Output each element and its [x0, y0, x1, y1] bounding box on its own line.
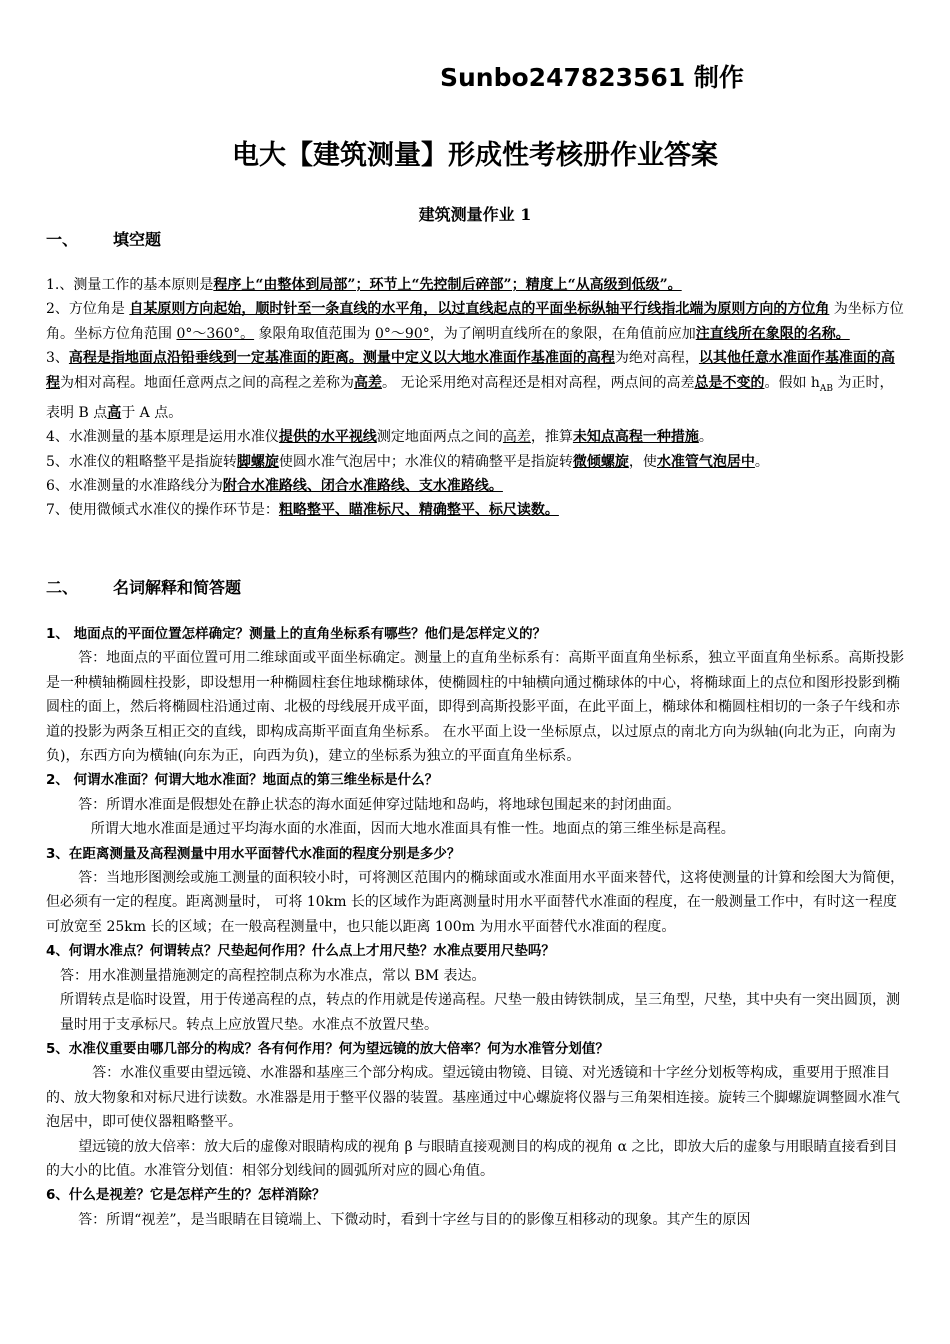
question-3: 3、在距离测量及高程测量中用水平面替代水准面的程度分别是多少？ [46, 845, 461, 862]
answer-4b: 所谓转点是临时设置，用于传递高程的点，转点的作用就是传递高程。尺垫一般由铸铁制成，呈三角型，尺垫，其中央有一突出圆顶，测量时用于支承标尺。转点上应放置尺垫。水准点不放置尺垫。 [60, 992, 900, 1033]
answer-5b: 望远镜的放大倍率：放大后的虚像对眼睛构成的视角 β 与眼睛直接观测目的构成的视角 α 之比，即放大后的虚象与用眼睛直接看到目的大小的比值。水准管分划值：相邻分划线间的圆弧所对应的圆心角值。 [46, 1138, 898, 1179]
answer-4a: 答：用水准测量措施测定的高程控制点称为水准点，常以 BM 表达。 [60, 967, 486, 984]
maker-note: Sunbo247823561 制作 [440, 63, 744, 92]
fill-item-5: 5、水准仪的粗略整平是指旋转脚螺旋使圆水准气泡居中；水准仪的精确整平是指旋转微倾螺旋，使水准管气泡居中。 [46, 453, 769, 470]
fill-item-6: 6、水准测量的水准路线分为附合水准路线、闭合水准路线、支水准路线。 [46, 478, 503, 495]
answer-2a: 答：所谓水准面是假想处在静止状态的海水面延伸穿过陆地和岛屿，将地球包围起来的封闭曲面。 [78, 796, 681, 813]
fill-in-answers [46, 273, 906, 523]
question-5: 5、水准仪重要由哪几部分的构成？各有何作用？何为望远镜的放大倍率？何为水准管分划值？ [46, 1040, 609, 1057]
fill-item-3: 3、高程是指地面点沿铅垂线到一定基准面的距离。测量中定义以大地水准面作基准面的高程为绝对高程，以其他任意水准面作基准面的高程为相对高程。地面任意两点之间的高程之差称为高差。 无论采用绝对高程还是相对高程，两点间的高差总是不变的。假如 $h_{AB}$ 为正时，表明 B 点高于 A 点。 [46, 350, 895, 421]
section-heading-short-answer [46, 575, 241, 598]
section-number: 二、 [46, 578, 79, 597]
answer-1: 答：地面点的平面位置可用二维球面或平面坐标确定。测量上的直角坐标系有：高斯平面直角坐标系，独立平面直角坐标系。高斯投影是一种横轴椭圆柱投影，即设想用一种椭圆柱套住地球椭球体，使椭圆柱的中轴横向通过椭球体的中心，将椭球面上的点位和图形投影到椭圆柱的面上，然后将椭圆柱沿通过南、北极的母线展开成平面，即得到高斯投影平面，在此平面上，椭球体和椭圆柱相切的一条子午线和赤道的投影为两条互相正交的直线，即构成高斯平面直角坐标系。 在水平面上设一坐标原点，以过原点的南北方向为纵轴(向北为正，向南为负)，东西方向为横轴(向东为正，向西为负)，建立的坐标系为独立的平面直角坐标系。 [46, 650, 905, 765]
document-title: 电大【建筑测量】形成性考核册作业答案 [232, 140, 718, 171]
answer-6: 答：所谓“视差”，是当眼睛在目镜端上、下微动时，看到十字丝与目的的影像互相移动的现象。其产生的原因 [78, 1211, 751, 1228]
question-2: 2、 何谓水准面？何谓大地水准面？地面点的第三维坐标是什么？ [46, 772, 439, 789]
short-answer-content [46, 622, 906, 1232]
answer-5a: 答：水准仪重要由望远镜、水准器和基座三个部分构成。望远镜由物镜、目镜、对光透镜和十字丝分划板等构成，重要用于照准目的、放大物象和对标尺进行读数。水准器是用于整平仪器的装置。基座通过中心螺旋将仪器与三角架相连接。旋转三个脚螺旋调整圆水准气泡居中，即可使仪器粗略整平。 [46, 1065, 900, 1131]
fill-item-7: 7、使用微倾式水准仪的操作环节是：粗略整平、瞄准标尺、精确整平、标尺读数。 [46, 502, 559, 519]
section-heading-fill-in [46, 227, 161, 250]
assignment-subtitle: 建筑测量作业 1 [418, 205, 532, 224]
question-6: 6、什么是视差？它是怎样产生的？怎样消除？ [46, 1187, 326, 1204]
fill-item-2: 2、方位角是 自某原则方向起始，顺时针至一条直线的水平角，以过直线起点的平面坐标纵轴平行线指北端为原则方向的方位角 为坐标方位角。坐标方位角范围 0°～360°。 象限角取值范围为 0°～90°，为了阐明直线所在的象限，在角值前应加注直线所在象限的名称。 [46, 301, 904, 342]
answer-3: 答：当地形图测绘或施工测量的面积较小时，可将测区范围内的椭球面或水准面用水平面来替代，这将使测量的计算和绘图大为简便，但必须有一定的程度。距离测量时， 可将 10km 长的区域作为距离测量时用水平面替代水准面的程度，在一般测量工作中，有时这一程度可放宽至 25km 长的区域；在一般高程测量中，也只能以距离 100m 为用水平面替代水准面的程度。 [46, 870, 905, 935]
answer-2b: 所谓大地水准面是通过平均海水面的水准面，因而大地水准面具有惟一性。地面点的第三维坐标是高程。 [90, 821, 735, 838]
section-title: 填空题 [113, 230, 162, 249]
fill-item-1: 1.、测量工作的基本原则是程序上“由整体到局部”；环节上“先控制后碎部”；精度上“从高级到低级”。 [46, 277, 682, 293]
section-title: 名词解释和简答题 [113, 578, 242, 597]
fill-item-4: 4、水准测量的基本原理是运用水准仪提供的水平视线测定地面两点之间的高差，推算未知点高程一种措施。 [46, 429, 713, 446]
question-1: 1、 地面点的平面位置怎样确定？测量上的直角坐标系有哪些？他们是怎样定义的？ [46, 626, 547, 642]
section-number: 一、 [46, 230, 79, 249]
question-4: 4、何谓水准点？何谓转点？尺垫起何作用？什么点上才用尺垫？水准点要用尺垫吗？ [46, 943, 555, 960]
